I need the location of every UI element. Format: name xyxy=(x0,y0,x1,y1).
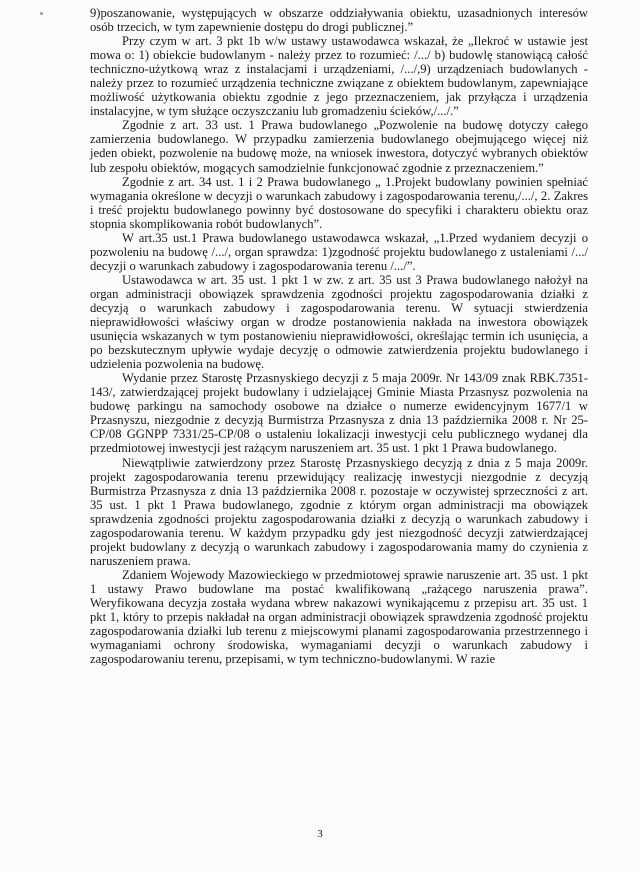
body-text xyxy=(90,6,588,666)
paragraph-3: Zgodnie z art. 33 ust. 1 Prawa budowlanego „Pozwolenie na budowę dotyczy całego zamierzenia budowlanego. W przypadku zamierzenia budowlanego obejmującego więcej niż jeden obiekt, pozwolenie na budowę może, na wniosek inwestora, dotyczyć wybranych obiektów lub zespołu obiektów, mogących samodzielnie funkcjonować zgodnie z przeznaczeniem.” xyxy=(90,118,588,175)
page-number: 3 xyxy=(317,828,323,840)
punch-hole-mark xyxy=(40,12,43,15)
paragraph-7: Wydanie przez Starostę Przasnyskiego decyzji z 5 maja 2009r. Nr 143/09 znak RBK.7351-143/, zatwierdzającej projekt budowlany i udzielającej Gminie Miasta Przasnysz pozwolenia na budowę parkingu na samochody osobowe na działce o numerze ewidencyjnym 1677/1 w Przasnyszu, niezgodnie z decyzją Burmistrza Przasnysza z dnia 13 października 2008 r. Nr 25-CP/08 GGNPP 7331/25-CP/08 o ustaleniu lokalizacji inwestycji celu publicznego wydanej dla przedmiotowej inwestycji jest rażącym naruszeniem art. 35 ust. 1 pkt 1 Prawa budowlanego. xyxy=(90,371,588,456)
paragraph-6: Ustawodawca w art. 35 ust. 1 pkt 1 w zw. z art. 35 ust 3 Prawa budowlanego nałożył na organ administracji obowiązek sprawdzenia zgodności projektu zagospodarowania działki z decyzją o warunkach zabudowy i zagospodarowania terenu. W sytuacji stwierdzenia nieprawidłowości właściwy organ w drodze postanowienia nakłada na inwestora obowiązek usunięcia wskazanych w tym postanowieniu nieprawidłowości, określając termin ich usunięcia, a po bezskutecznym upływie wydaje decyzję o odmowie zatwierdzenia projektu budowlanego i udzielenia pozwolenia na budowę. xyxy=(90,272,588,372)
paragraph-8: Niewątpliwie zatwierdzony przez Starostę Przasnyskiego decyzją z dnia z 5 maja 2009r. projekt zagospodarowania terenu przewidujący realizację inwestycji niezgodnie z decyzją Burmistrza Przasnysza z dnia 13 października 2008 r. pozostaje w oczywistej sprzeczności z art. 35 ust. 1 pkt 1 Prawa budowlanego, zgodnie z którym organ administracji ma obowiązek sprawdzenia zgodności projektu zagospodarowania działki z decyzją o warunkach zabudowy i zagospodarowania terenu. W każdym przypadku gdy jest niezgodność decyzji zatwierdzającej projekt budowlany z decyzją o warunkach zabudowy i zagospodarowania mamy do czynienia z naruszeniem prawa. xyxy=(90,455,588,568)
paragraph-1: 9)poszanowanie, występujących w obszarze oddziaływania obiektu, uzasadnionych interesów osób trzecich, w tym zapewnienie dostępu do drogi publicznej.” xyxy=(90,6,588,35)
paragraph-4: Zgodnie z art. 34 ust. 1 i 2 Prawa budowlanego „ 1.Projekt budowlany powinien spełniać wymagania określone w decyzji o warunkach zabudowy i zagospodarowania terenu,/.../, 2. Zakres i treść projektu budowlanego powinny być dostosowane do specyfiki i charakteru obiektu oraz stopnia skomplikowania robót budowlanych”. xyxy=(90,174,588,231)
paragraph-9: Zdaniem Wojewody Mazowieckiego w przedmiotowej sprawie naruszenie art. 35 ust. 1 pkt 1 ustawy Prawo budowlane ma postać kwalifikowaną „rażącego naruszenia prawa”. Weryfikowana decyzja została wydana wbrew nakazowi wynikającemu z przepisu art. 35 ust. 1 pkt 1, który to przepis nakładał na organ administracji obowiązek sprawdzenia zgodność projektu zagospodarowania działki lub terenu z miejscowymi planami zagospodarowania przestrzennego i wymaganiami ochrony środowiska, wymaganiami decyzji o warunkach zabudowy i zagospodarowaniu terenu, przepisami, w tym techniczno-budowlanymi. W razie xyxy=(90,567,588,667)
paragraph-2: Przy czym w art. 3 pkt 1b w/w ustawy ustawodawca wskazał, że „Ilekroć w ustawie jest mowa o: 1) obiekcie budowlanym - należy przez to rozumieć: /.../ b) budowlę stanowiącą całość techniczno-użytkową wraz z instalacjami i urządzeniami, /.../,9) urządzeniach budowlanych - należy przez to rozumieć urządzenia techniczne związane z obiektem budowlanym, zapewniające możliwość użytkowania obiektu zgodnie z jego przeznaczeniem, jak przyłącza i urządzenia instalacyjne, w tym służące oczyszczaniu lub gromadzeniu ścieków,/.../.” xyxy=(90,34,588,119)
paragraph-5: W art.35 ust.1 Prawa budowlanego ustawodawca wskazał, „1.Przed wydaniem decyzji o pozwoleniu na budowę /.../, organ sprawdza: 1)zgodność projektu budowlanego z ustaleniami /.../ decyzji o warunkach zabudowy i zagospodarowania terenu /.../”. xyxy=(90,230,588,273)
